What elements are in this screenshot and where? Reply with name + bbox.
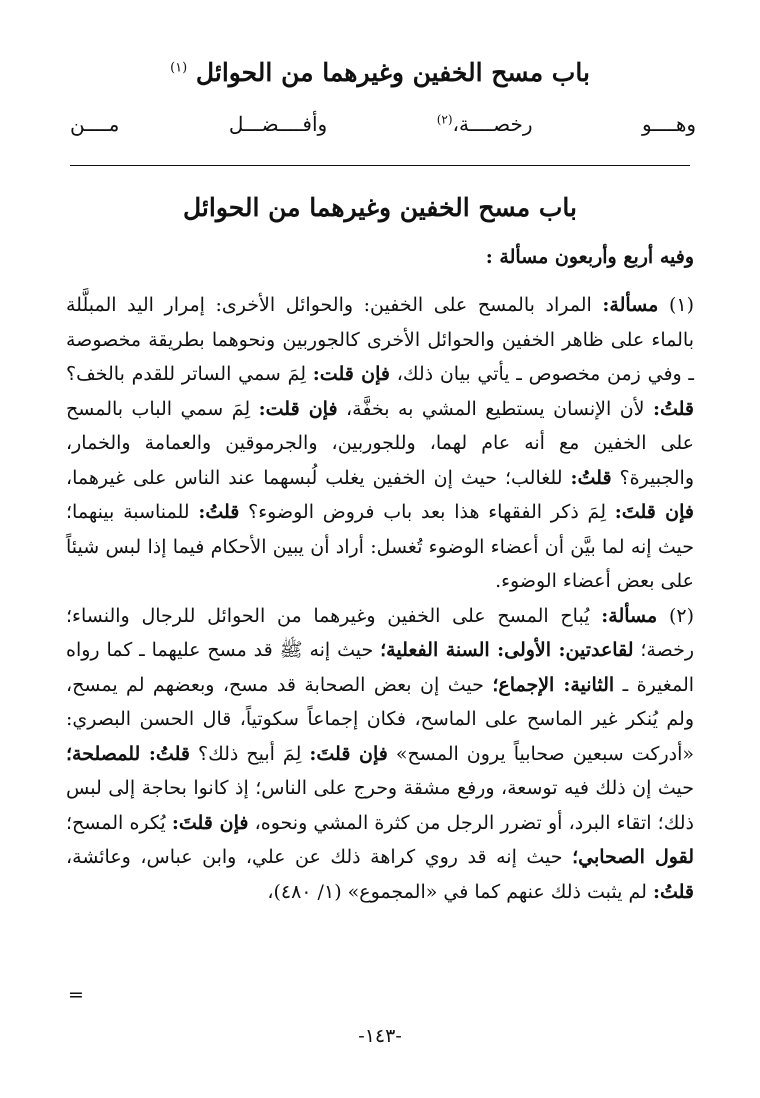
page-number: -١٤٣- [358, 1025, 402, 1047]
body-text [66, 288, 694, 909]
separator-rule [70, 165, 690, 166]
footnote-ref-2: (٢) [436, 112, 453, 127]
running-header-text: باب مسح الخفين وغيرهما من الحوائل [195, 58, 590, 87]
running-header-subtitle [70, 112, 696, 136]
chapter-title: باب مسح الخفين وغيرهما من الحوائل [183, 193, 577, 222]
running-header-title [60, 58, 700, 87]
intro-line: وفيه أربع وأربعون مسألة : [485, 246, 694, 268]
footnote-ref-1: (١) [170, 60, 188, 76]
masala-2: (٢) مسألة: يُباح المسح على الخفين وغيرهما من الحوائل للرجال والنساء؛ رخصة؛ لقاعدتين: الأولى: السنة الفعلية؛ حيث إنه ﷺ قد مسح عليهما ـ كما رواه المغيرة ـ الثانية: الإجماع؛ حيث إن بعض الصحابة قد مسح، وبعضهم لم يمسح، ولم يُنكر غير الماسح على الماسح، فكان إجماعاً سكوتياً، قال الحسن البصري: «أدركت سبعين صحابياً يرون المسح» فإن قلتَ: لِمَ أبيح ذلك؟ قلتُ: للمصلحة؛ حيث إن ذلك فيه توسعة، ورفع مشقة وحرج على الناس؛ إذ كانوا بحاجة إلى لبس ذلك؛ اتقاء البرد، أو تضرر الرجل من كثرة المشي ونحوه، فإن قلتَ: يُكره المسح؛ لقول الصحابي؛ حيث إنه قد روي كراهة ذلك عن علي، وابن عباس، وعائشة، قلتُ: لم يثبت ذلك عنهم كما في «المجموع» (١/ ٤٨٠)، [66, 604, 695, 903]
subtitle-part-b: وأفــــضـــل مــــن [70, 112, 328, 136]
subtitle-part-a: وهــــو رخصــــة، [452, 112, 697, 136]
masala-1: (١) مسألة: المراد بالمسح على الخفين: والحوائل الأخرى: إمرار اليد المبلَّلة بالماء على ظاهر الخفين والحوائل الأخرى كالجوربين ونحوهما بطريقة مخصوصة ـ وفي زمن مخصوص ـ يأتي بيان ذلك، فإن قلت: لِمَ سمي الساتر للقدم بالخف؟ قلتُ: لأن الإنسان يستطيع المشي به بخفَّة، فإن قلت: لِمَ سمي الباب بالمسح على الخفين مع أنه عام لهما، وللجوربين، والجرموقين والعمامة والخمار، والجبيرة؟ قلتُ: للغالب؛ حيث إن الخفين يغلب لُبسهما عند الناس على غيرهما، فإن قلتَ: لِمَ ذكر الفقهاء هذا بعد باب فروض الوضوء؟ قلتُ: للمناسبة بينهما؛ حيث إنه لما بيَّن أن أعضاء الوضوء تُغسل: أراد أن يبين الأحكام فيما إذا لبس شيئاً على بعض أعضاء الوضوء. [66, 294, 695, 592]
continuation-mark: = [68, 984, 84, 1006]
